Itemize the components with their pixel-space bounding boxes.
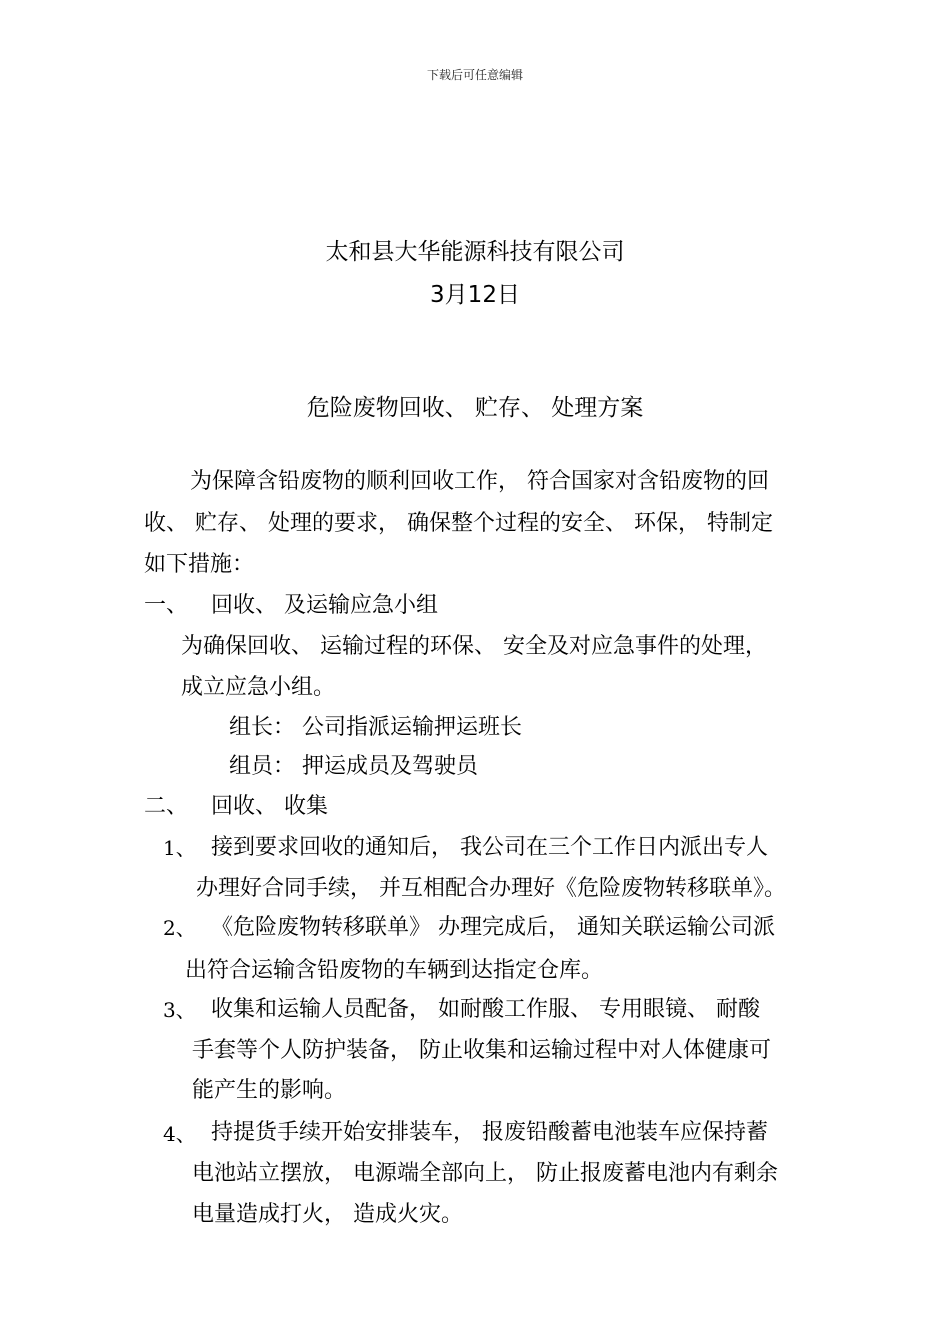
list-item-number: 4、 [163,1122,196,1146]
list-item-line: 持提货手续开始安排装车， 报废铅酸蓄电池装车应保持蓄 [211,1120,768,1145]
team-leader: 组长： 公司指派运输押运班长 [229,715,522,740]
section-2-number: 二、 [144,794,189,819]
section-2-heading: 回收、 收集 [211,794,328,819]
section-1-number: 一、 [144,593,189,618]
list-item-line: 能产生的影响。 [192,1078,347,1103]
intro-line-2: 收、 贮存、 处理的要求， 确保整个过程的安全、 环保， 特制定 [144,511,773,536]
section-1-line-2: 成立应急小组。 [181,675,336,700]
section-1-line-1: 为确保回收、 运输过程的环保、 安全及对应急事件的处理， [181,634,767,659]
company-name: 太和县大华能源科技有限公司 [325,239,625,265]
list-item-line: 《危险废物转移联单》 办理完成后， 通知关联运输公司派 [211,915,775,940]
team-members: 组员： 押运成员及驾驶员 [229,754,478,779]
section-1-heading: 回收、 及运输应急小组 [211,593,438,618]
list-item-line: 电量造成打火， 造成火灾。 [192,1202,463,1227]
header-note: 下载后可任意编辑 [426,68,523,82]
list-item-line: 出符合运输含铅废物的车辆到达指定仓库。 [185,958,604,983]
list-item-line: 收集和运输人员配备， 如耐酸工作服、 专用眼镜、 耐酸 [211,997,760,1022]
list-item-line: 手套等个人防护装备， 防止收集和运输过程中对人体健康可 [192,1038,771,1063]
list-item-line: 办理好合同手续， 并互相配合办理好《危险废物转移联单》。 [196,876,786,901]
list-item-line: 接到要求回收的通知后， 我公司在三个工作日内派出专人 [211,835,768,860]
intro-line-1: 为保障含铅废物的顺利回收工作， 符合国家对含铅废物的回 [190,469,769,494]
intro-line-3: 如下措施： [144,552,255,577]
list-item-number: 3、 [163,998,196,1022]
document-title: 危险废物回收、 贮存、 处理方案 [306,395,644,421]
document-date: 3月12日 [430,282,520,308]
list-item-number: 1、 [163,836,196,860]
list-item-number: 2、 [163,916,196,940]
list-item-line: 电池站立摆放， 电源端全部向上， 防止报废蓄电池内有剩余 [192,1161,778,1186]
